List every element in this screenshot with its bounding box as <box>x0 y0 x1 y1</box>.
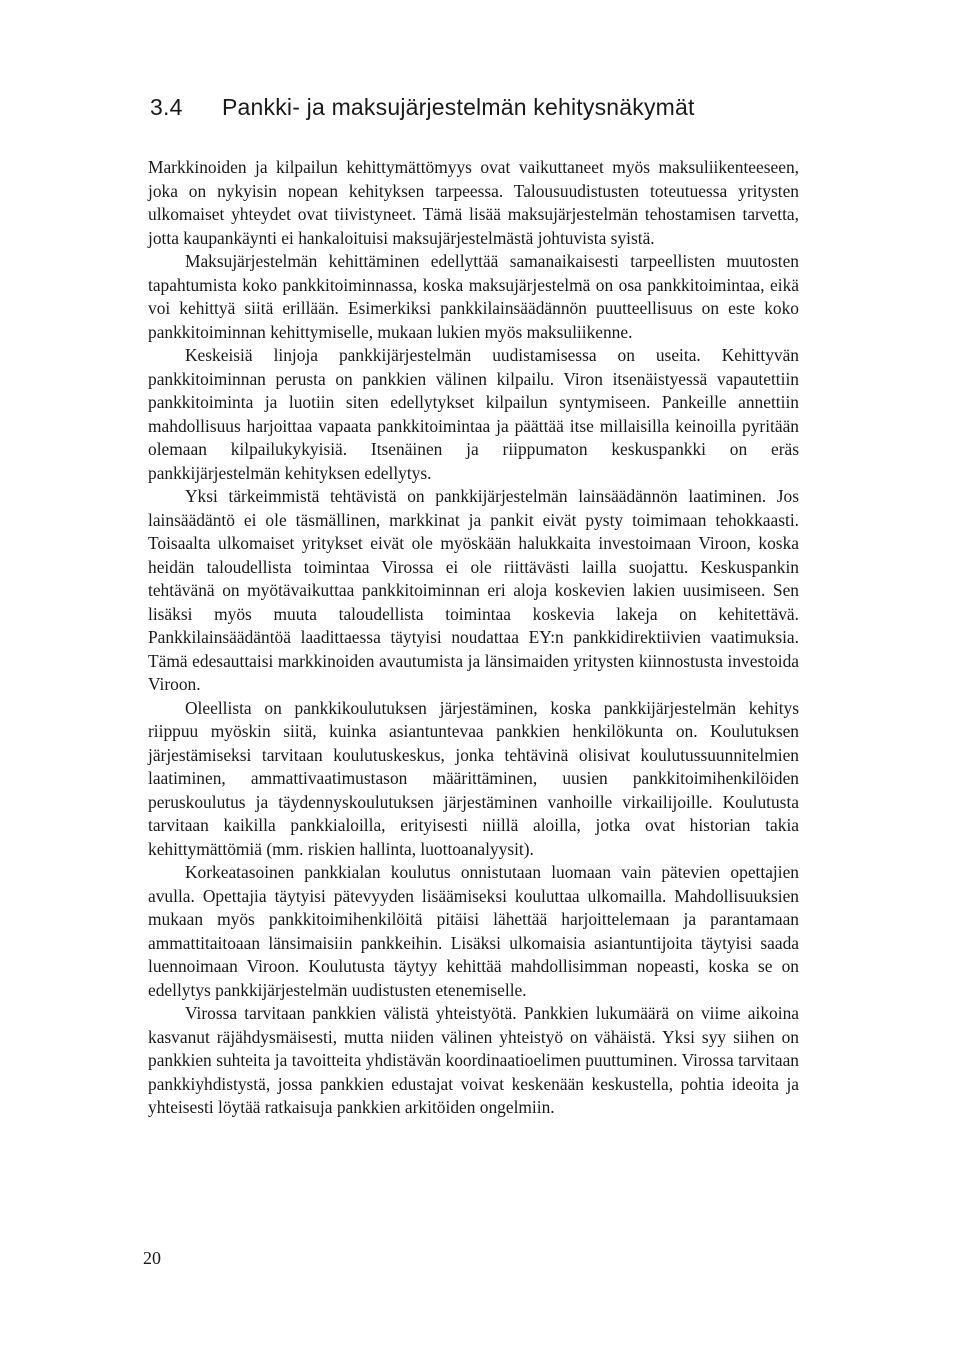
paragraph-high-level-training: Korkeatasoinen pankkialan koulutus onnistutaan luomaan vain pätevien opettajien avulla. Opettajia täytyisi pätevyyden lisäämiseksi kouluttaa ulkomailla. Mahdollisuuksien mukaan myös pankkitoimihenkilöitä pitäisi lähettää harjoittelemaan ja parantamaan ammattitaitoaan länsimaisiin pankkeihin. Lisäksi ulkomaisia asiantuntijoita täytyisi saada luennoimaan Viroon. Koulutusta täytyy kehittää mahdollisimman nopeasti, koska se on edellytys pankkijärjestelmän uudistusten etenemiselle. <box>148 862 799 1000</box>
paragraph-payment-system-development: Maksujärjestelmän kehittäminen edellyttää samanaikaisesti tarpeellisten muutosten tapahtumista koko pankkitoiminnassa, koska maksujärjestelmä on osa pankkitoimintaa, eikä voi kehittyä siitä erillään. Esimerkiksi pankkilainsäädännön puutteellisuus on este koko pankkitoiminnan kehittymiselle, mukaan lukien myös maksuliikenne. <box>148 251 799 342</box>
paragraph-payment-traffic: Markkinoiden ja kilpailun kehittymättömyys ovat vaikuttaneet myös maksuliikenteeseen, joka on nykyisin nopean kehityksen tarpeessa. Talousuudistusten toteutuessa yritysten ulkomaiset yhteydet ovat tiivistyneet. Tämä lisää maksujärjestelmän tehostamisen tarvetta, jotta kaupankäynti ei hankaloituisi maksujärjestelmästä johtuvista syistä. <box>148 157 799 248</box>
paragraph-reform-guidelines: Keskeisiä linjoja pankkijärjestelmän uudistamisessa on useita. Kehittyvän pankkitoiminnan perusta on pankkien välinen kilpailu. Viron itsenäistyessä vapautettiin pankkitoiminta ja luotiin siten edellytykset kilpailun syntymiseen. Pankeille annettiin mahdollisuus harjoittaa vapaata pankkitoimintaa ja päättää itse millaisilla keinoilla pyritään olemaan kilpailukykyisiä. Itsenäinen ja riippumaton keskuspankki on eräs pankkijärjestelmän kehityksen edellytys. <box>148 345 799 483</box>
section-title: Pankki- ja maksujärjestelmän kehitysnäkymät <box>222 94 695 120</box>
section-number: 3.4 <box>150 94 183 120</box>
paragraph-bank-training: Oleellista on pankkikoulutuksen järjestäminen, koska pankkijärjestelmän kehitys riippuu myöskin siitä, kuinka asiantuntevaa pankkien henkilökunta on. Koulutuksen järjestämiseksi tarvitaan koulutuskeskus, jonka tehtävinä olisivat koulutussuunnitelmien laatiminen, ammattivaatimustason määrittäminen, uusien pankkitoimihenkilöiden peruskoulutus ja täydennyskoulutuksen järjestäminen vanhoille virkailijoille. Koulutusta tarvitaan kaikilla pankkialoilla, erityisesti niillä aloilla, jotka ovat historian takia kehittymättömiä (mm. riskien hallinta, luottoanalyysit). <box>148 697 799 859</box>
paragraph-legislation: Yksi tärkeimmistä tehtävistä on pankkijärjestelmän lainsäädännön laatiminen. Jos lainsäädäntö ei ole täsmällinen, markkinat ja pankit eivät pysty toimimaan tehokkaasti. Toisaalta ulkomaiset yritykset eivät ole myöskään halukkaita investoimaan Viroon, koska heidän taloudellista toimintaa Virossa ei ole riittävästi lailla suojattu. Keskuspankin tehtävänä on myötävaikuttaa pankkitoiminnan eri aloja koskevien lakien uusimiseen. Sen lisäksi myös muuta taloudellista toimintaa koskevia lakeja on kehitettävä. Pankkilainsäädäntöä laadittaessa täytyisi noudattaa EY:n pankkidirektiivien vaatimuksia. Tämä edesauttaisi markkinoiden avautumista ja länsimaiden yritysten kiinnostusta investoida Viroon. <box>148 486 799 694</box>
section-heading <box>150 94 695 121</box>
body-text <box>148 156 799 1120</box>
paragraph-bank-cooperation: Virossa tarvitaan pankkien välistä yhteistyötä. Pankkien lukumäärä on viime aikoina kasvanut räjähdysmäisesti, mutta niiden välinen yhteistyö on vähäistä. Yksi syy siihen on pankkien suhteita ja tavoitteita yhdistävän koordinaatioelimen puuttuminen. Virossa tarvitaan pankkiyhdistystä, jossa pankkien edustajat voivat keskenään keskustella, pohtia ideoita ja yhteisesti löytää ratkaisuja pankkien arkitöiden ongelmiin. <box>148 1003 799 1117</box>
page-number: 20 <box>143 1248 161 1268</box>
